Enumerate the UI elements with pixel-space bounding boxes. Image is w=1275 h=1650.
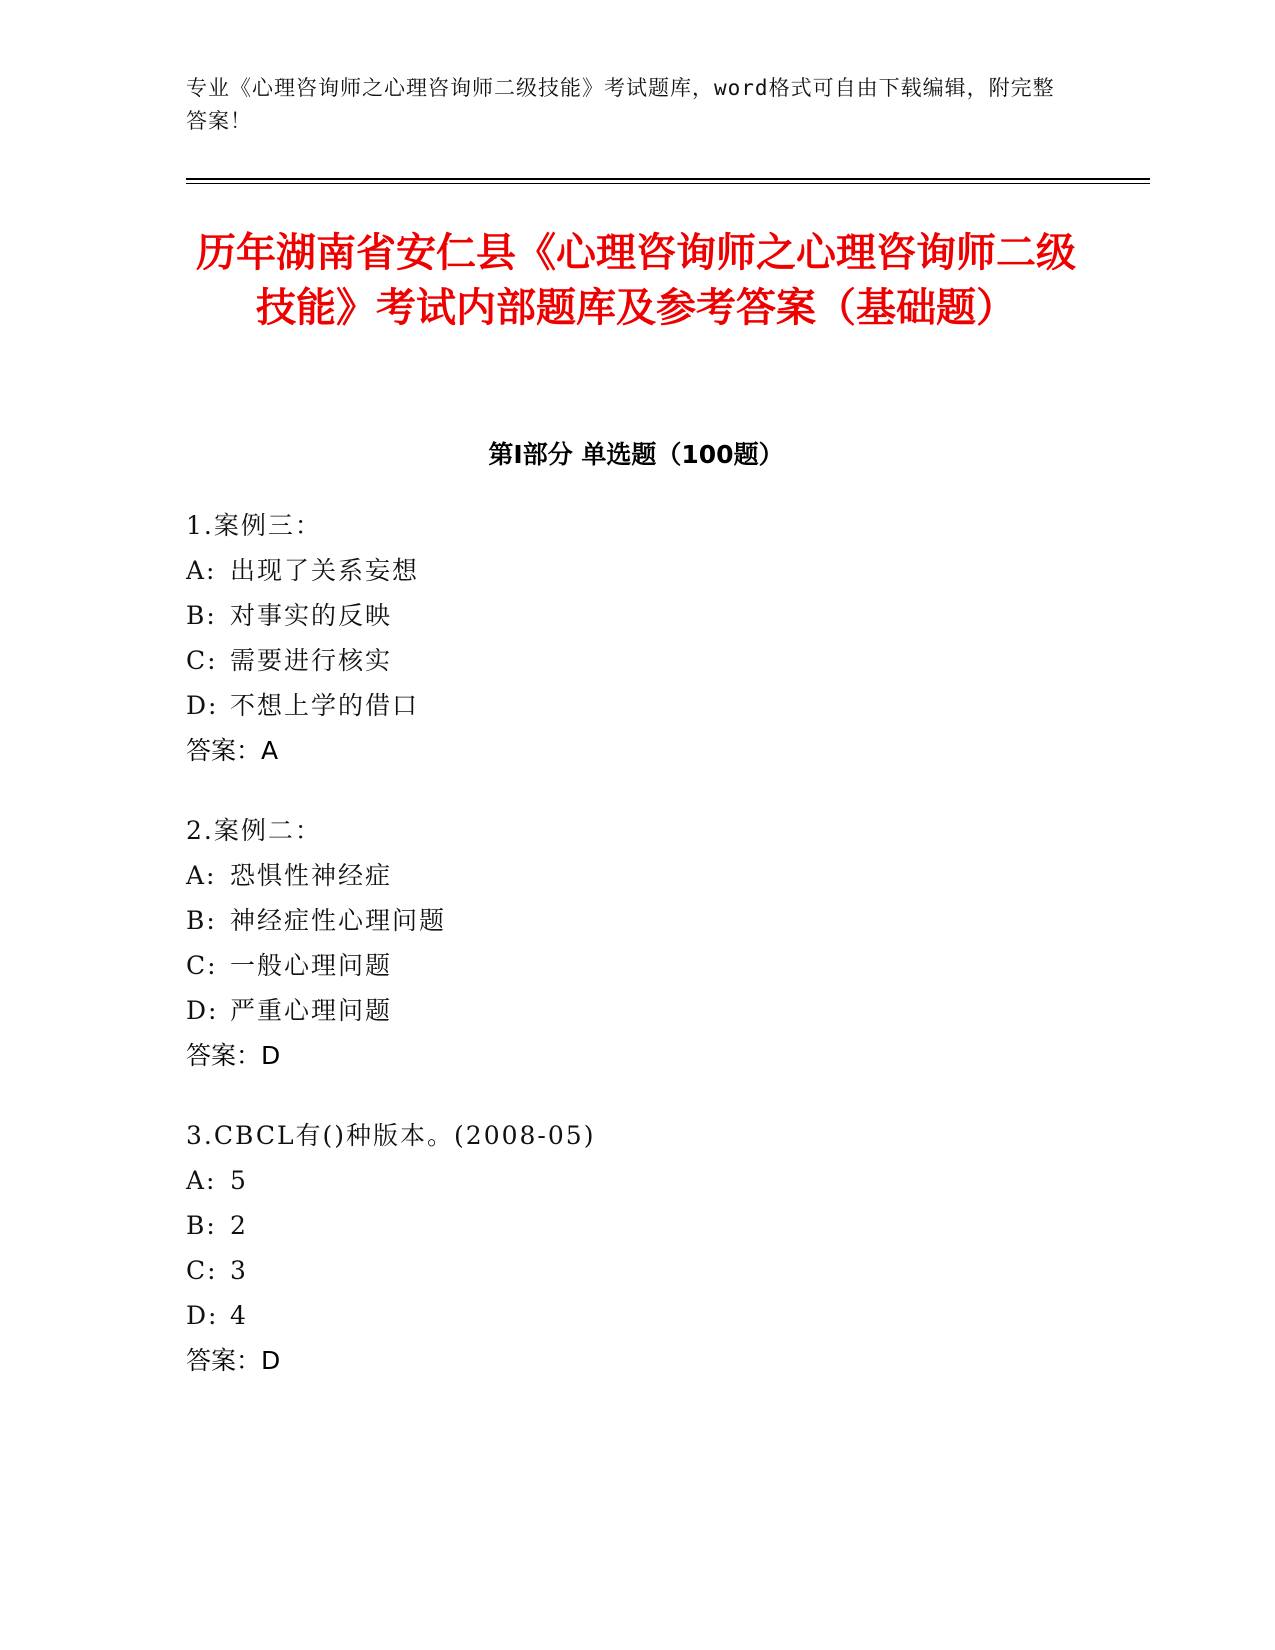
option-letter: C: [186, 951, 218, 980]
document-title: 历年湖南省安仁县《心理咨询师之心理咨询师二级技能》考试内部题库及参考答案（基础题） [196, 230, 1076, 331]
header-divider-thin [186, 183, 1150, 184]
answer-line: 答案：D [186, 1041, 281, 1070]
option-a [186, 1158, 1086, 1203]
section-title: 第Ⅰ部分 单选题（100题） [488, 440, 784, 469]
option-letter: D: [186, 691, 219, 720]
option-c [186, 943, 1086, 988]
option-c [186, 638, 1086, 683]
question-1 [186, 503, 1086, 773]
option-text: 5 [230, 1166, 248, 1195]
option-letter: D: [186, 996, 219, 1025]
option-text: 一般心理问题 [230, 951, 393, 980]
option-letter: C: [186, 646, 218, 675]
option-letter: D: [186, 1301, 219, 1330]
option-letter: B: [186, 906, 217, 935]
option-text: 严重心理问题 [230, 996, 393, 1025]
option-letter: A: [186, 1166, 217, 1195]
header-note: 专业《心理咨询师之心理咨询师二级技能》考试题库，word格式可自由下载编辑，附完整答案！ [186, 76, 1055, 133]
option-text: 3 [230, 1256, 248, 1285]
question-stem: 2.案例二： [186, 816, 322, 845]
option-letter: B: [186, 601, 217, 630]
question-stem: 1.案例三： [186, 511, 322, 540]
answer-line: 答案：D [186, 1346, 281, 1375]
option-letter: B: [186, 1211, 217, 1240]
option-letter: C: [186, 1256, 218, 1285]
option-b [186, 593, 1086, 638]
option-d [186, 683, 1086, 728]
option-text: 需要进行核实 [230, 646, 393, 675]
option-text: 对事实的反映 [230, 601, 393, 630]
option-letter: A: [186, 861, 217, 890]
question-3 [186, 1113, 1086, 1383]
option-d [186, 988, 1086, 1033]
option-text: 恐惧性神经症 [230, 861, 393, 890]
option-b [186, 898, 1086, 943]
option-b [186, 1203, 1086, 1248]
option-text: 2 [230, 1211, 248, 1240]
question-2 [186, 808, 1086, 1078]
option-text: 不想上学的借口 [230, 691, 420, 720]
option-text: 神经症性心理问题 [230, 906, 447, 935]
option-text: 出现了关系妄想 [230, 556, 420, 585]
option-letter: A: [186, 556, 217, 585]
option-a [186, 548, 1086, 593]
question-stem: 3.CBCL有()种版本。(2008-05) [186, 1121, 596, 1150]
answer-line: 答案：A [186, 736, 279, 765]
option-text: 4 [230, 1301, 248, 1330]
option-d [186, 1293, 1086, 1338]
header-divider-thick [186, 178, 1150, 180]
option-a [186, 853, 1086, 898]
option-c [186, 1248, 1086, 1293]
